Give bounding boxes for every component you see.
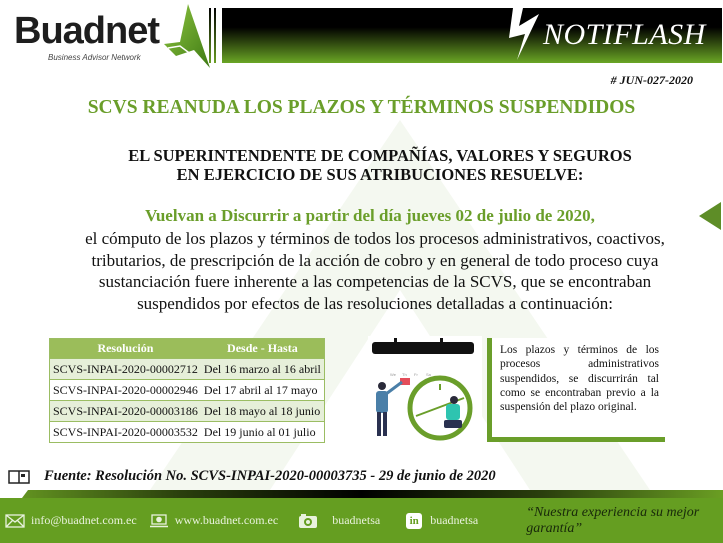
- book-icon: [8, 470, 30, 484]
- resolution-id: SCVS-INPAI-2020-00002712: [50, 359, 201, 380]
- date-range: Del 19 junio al 01 julio: [201, 422, 324, 443]
- footer-instagram[interactable]: [298, 511, 380, 531]
- logo-name: Buadnet: [14, 10, 159, 52]
- date-range: Del 16 marzo al 16 abril: [201, 359, 324, 380]
- body-line: suspendidos por efectos de las resoluciones detalladas a continuación:: [137, 293, 613, 313]
- svg-text:Sa: Sa: [426, 372, 431, 377]
- table-row: [50, 401, 325, 422]
- article-title: SCVS REANUDA LOS PLAZOS Y TÉRMINOS SUSPENDIDOS: [87, 97, 636, 118]
- footer-linkedin[interactable]: [406, 511, 478, 531]
- logo-arrow-icon: [158, 2, 210, 68]
- date-range: Del 17 abril al 17 mayo: [201, 380, 324, 401]
- svg-text:Th: Th: [402, 372, 407, 377]
- body-line: sustanciación fuere inherente a las competencias de la SCVS, que se encontraban: [98, 272, 652, 291]
- instagram-handle[interactable]: buadnetsa: [332, 513, 381, 527]
- resolution-id: SCVS-INPAI-2020-00003532: [50, 422, 201, 443]
- article-subtitle: [60, 146, 700, 184]
- body-line: el cómputo de los plazos y términos de todos los procesos administrativos, coactivos,: [85, 229, 665, 248]
- footer: [0, 498, 723, 543]
- body-line: tributarios, de prescripción de la acción de cobro y en general de todo proceso cuya: [91, 250, 659, 270]
- triangle-left-icon: [699, 202, 721, 230]
- resolutions-table: [49, 338, 325, 443]
- table-row: [50, 422, 325, 443]
- issue-number: # JUN-027-2020: [610, 73, 693, 87]
- footer-website[interactable]: [149, 511, 279, 531]
- table-header-row: [50, 339, 325, 359]
- note-box: Los plazos y términos de los procesos administrativos suspendidos, se discurrirán tal como se encontraban previo a la suspensión del plazo original.: [487, 338, 665, 442]
- linkedin-icon: in: [406, 513, 422, 529]
- source-line: [8, 468, 496, 485]
- footer-stripe: [0, 490, 723, 498]
- footer-email[interactable]: [5, 511, 137, 531]
- website-link[interactable]: www.buadnet.com.ec: [174, 513, 279, 527]
- resolution-id: SCVS-INPAI-2020-00003186: [50, 401, 201, 422]
- logo-tagline: Business Advisor Network: [48, 53, 141, 62]
- column-header-resolucion: Resolución: [50, 339, 201, 359]
- buadnet-logo: [10, 2, 210, 68]
- resolution-id: SCVS-INPAI-2020-00002946: [50, 380, 201, 401]
- subtitle-line: EN EJERCICIO DE SUS ATRIBUCIONES RESUELVE:: [176, 165, 584, 184]
- table-row: [50, 380, 325, 401]
- date-range: Del 18 mayo al 18 junio: [201, 401, 324, 422]
- column-header-desde-hasta: Desde - Hasta: [201, 339, 324, 359]
- lead-text: Vuelvan a Discurrir a partir del día jueves 02 de julio de 2020,: [145, 206, 595, 225]
- banner-title: NOTIFLASH: [543, 18, 706, 51]
- lightning-bolt-icon: [505, 2, 545, 64]
- email-link[interactable]: info@buadnet.com.ec: [31, 513, 137, 527]
- calendar-clock-illustration: [368, 336, 482, 444]
- laptop-globe-icon: [149, 514, 169, 528]
- header-divider: [209, 8, 217, 63]
- body-paragraph: [10, 228, 723, 314]
- footer-slogan: “Nuestra experiencia su mejor garantía”: [526, 504, 700, 536]
- table-row: [50, 359, 325, 380]
- subtitle-line: EL SUPERINTENDENTE DE COMPAÑÍAS, VALORES Y SEGUROS: [128, 146, 632, 165]
- linkedin-handle[interactable]: buadnetsa: [430, 513, 479, 527]
- svg-text:We: We: [390, 372, 396, 377]
- envelope-icon: [5, 514, 25, 528]
- svg-text:Fr: Fr: [414, 372, 418, 377]
- source-text: Fuente: Resolución No. SCVS-INPAI-2020-00003735 - 29 de junio de 2020: [44, 468, 496, 484]
- camera-icon: [298, 513, 318, 529]
